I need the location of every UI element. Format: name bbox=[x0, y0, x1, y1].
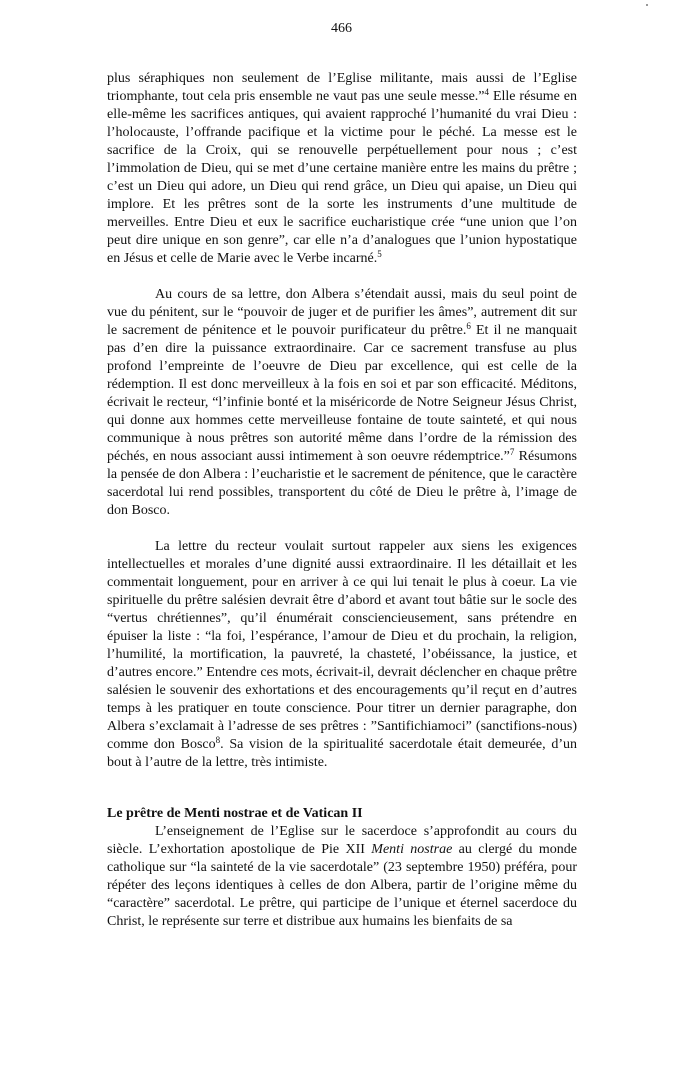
footnote-ref-8[interactable]: 8 bbox=[215, 735, 221, 745]
paragraph-4-title: Menti nostrae bbox=[371, 842, 453, 857]
paragraph-2-text-a: Au cours de sa lettre, don Albera s’étendait aussi, mais du seul point de vue du pénitent, sur le “pouvoir de juger et de purifier les âmes”, autrement dit sur le sacrement de pénitence et le pouvoir purificateur du prêtre. bbox=[107, 287, 577, 338]
paragraph-4-text-a: L’enseignement de l’Eglise sur le sacerdoce s’approfondit au cours du siècle. L’exhortation apostolique de Pie XII bbox=[107, 824, 577, 857]
section-heading: Le prêtre de Menti nostrae et de Vatican II bbox=[107, 806, 363, 821]
paragraph-gap bbox=[107, 268, 577, 286]
paragraph-1-text-b: Elle résume en elle-même les sacrifices antiques, qui avaient rapproché l’humanité du vrai Dieu : l’holocauste, l’offrande pacifique et la victime pour le péché. La messe est le sacrifice de la Croix, qui se renouvelle perpétuellement pour nous ; c’est l’immolation de Dieu, qui se met d’une certaine manière entre les mains du prêtre ; c’est un Dieu qui adore, un Dieu qui rend grâce, un Dieu qui apaise, un Dieu qui implore. Et les prêtres sont de la sorte les instruments d’une multitude de merveilles. Entre Dieu et eux le sacrifice eucharistique crée “une union que l’on peut dire unique en son genre”, car elle n’a d’analogues que l’union hypostatique en Jésus et celle de Marie avec le Verbe incarné. bbox=[107, 89, 578, 266]
paragraph-2 bbox=[107, 286, 577, 520]
paragraph-1-text-a: plus séraphiques non seulement de l’Eglise militante, mais aussi de l’Eglise triomphante, tout cela pris ensemble ne vaut pas une seule messe.” bbox=[107, 71, 577, 104]
footnote-ref-7[interactable]: 7 bbox=[509, 447, 515, 457]
paragraph-4-text-b: au clergé du monde catholique sur “la sainteté de la vie sacerdotale” (23 septembre 1950) préféra, pour répéter des leçons identiques à celles de don Albera, partir de l’origine même du “caractère” sacerdotal. Le prêtre, qui participe de l’unique et éternel sacerdoce du Christ, le représente sur terre et distribue aux humains les bienfaits de sa bbox=[107, 842, 578, 929]
paragraph-3 bbox=[107, 538, 577, 772]
paragraph-4 bbox=[107, 823, 577, 931]
page-number: 466 bbox=[331, 21, 352, 36]
section-gap bbox=[107, 772, 577, 805]
paragraph-3-text-a: La lettre du recteur voulait surtout rappeler aux siens les exigences intellectuelles et morales d’une dignité aussi extraordinaire. Il les détaillait et les commentait longuement, pour en arriver à ce qui lui tenait le plus à coeur. La vie spirituelle du prêtre salésien devrait être d’abord et avant tout bâtie sur le socle des “vertus chrétiennes”, qu’il énumérait consciencieusement, sans prétendre en épuiser la liste : “la foi, l’espérance, l’amour de Dieu et du prochain, la religion, l’humilité, la mortification, la pauvreté, la chasteté, l’obéissance, la justice, et d’autres encore.” Entendre ces mots, écrivait-il, devrait déclencher en chaque prêtre salésien le souvenir des exhortations et des encouragements qu’il reçut en d’autres temps à les pratiquer en toute conscience. Pour titrer un dernier paragraphe, don Albera s’exclamait à l’adresse de ses prêtres : ”Santifichiamoci” (sanctifions-nous) comme don Bosco bbox=[107, 539, 577, 752]
paragraph-gap bbox=[107, 520, 577, 538]
footnote-ref-5[interactable]: 5 bbox=[377, 249, 382, 259]
paragraph-3-text-b: . Sa vision de la spiritualité sacerdotale était demeurée, d’un bout à l’autre de la lettre, très intimiste. bbox=[107, 737, 577, 770]
paragraph-1 bbox=[107, 70, 577, 268]
scan-speck bbox=[646, 4, 648, 6]
footnote-ref-4[interactable]: 4 bbox=[484, 87, 490, 97]
paragraph-2-text-b: Et il ne manquait pas d’en dire la puissance extraordinaire. Car ce sacrement transfuse au plus profond l’empreinte de l’oeuvre de Dieu par excellence, qui est celle de la rédemption. Il est donc merveilleux à la fois en soi et par son efficacité. Méditons, écrivait le recteur, “l’infinie bonté et la miséricorde de Notre Seigneur Jésus Christ, qui donne aux hommes cette merveilleuse fontaine de toute sainteté, et qui nous communique à nous prêtres son autorité même dans l’ordre de la rémission des péchés, en nous associant aussi intimement à son oeuvre rédemptrice.” bbox=[107, 323, 577, 464]
footnote-ref-6[interactable]: 6 bbox=[466, 321, 471, 331]
paragraph-2-text-c: Résumons la pensée de don Albera : l’eucharistie et le sacrement de pénitence, que le caractère sacerdotal lui rend possibles, transportent du côté de Dieu le prêtre à, l’image de don Bosco. bbox=[107, 449, 577, 518]
body-text bbox=[107, 70, 577, 931]
